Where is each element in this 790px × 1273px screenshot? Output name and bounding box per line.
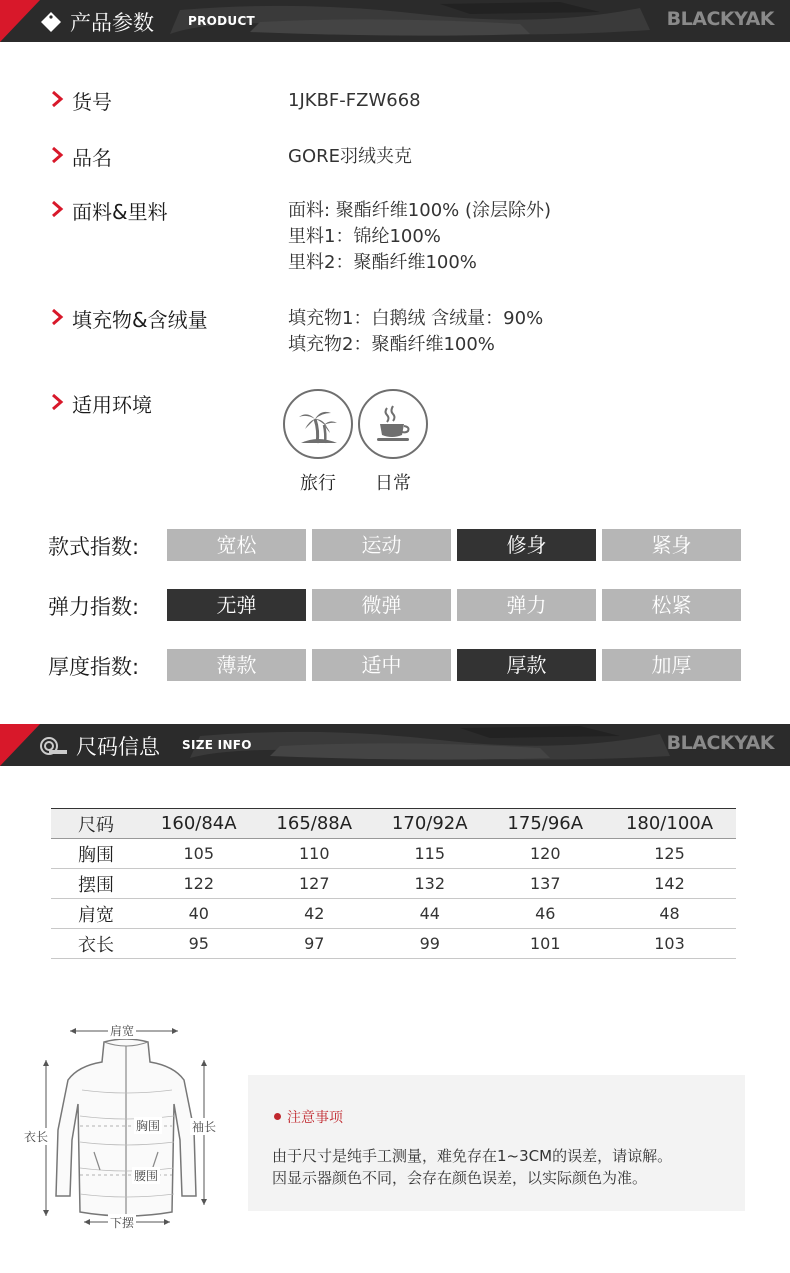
table-row bbox=[51, 899, 736, 929]
spec-label: 填充物&含绒量 bbox=[72, 308, 208, 332]
table-header-cell: 尺码 bbox=[51, 809, 141, 839]
index-option: 微弹 bbox=[312, 589, 451, 621]
spec-value: 1JKBF-FZW668 bbox=[288, 90, 421, 111]
table-cell: 99 bbox=[372, 929, 488, 959]
index-option: 适中 bbox=[312, 649, 451, 681]
table-row-header: 肩宽 bbox=[51, 899, 141, 929]
shoulder-width-label: 肩宽 bbox=[110, 1024, 135, 1038]
spec-label: 品名 bbox=[72, 146, 112, 170]
table-row bbox=[51, 839, 736, 869]
index-option: 弹力 bbox=[457, 589, 596, 621]
table-cell: 105 bbox=[141, 839, 257, 869]
red-corner bbox=[0, 0, 40, 42]
tag-icon bbox=[40, 11, 62, 33]
table-row-header: 胸围 bbox=[51, 839, 141, 869]
spec-value: GORE羽绒夹克 bbox=[288, 146, 412, 167]
size-table bbox=[51, 808, 736, 959]
notice-line: 因显示器颜色不同，会存在颜色误差，以实际颜色为准。 bbox=[272, 1169, 648, 1187]
table-cell: 122 bbox=[141, 869, 257, 899]
spec-label: 适用环境 bbox=[72, 393, 152, 417]
spec-label: 货号 bbox=[72, 90, 112, 114]
sleeve-length-label: 袖长 bbox=[192, 1120, 217, 1134]
index-option: 薄款 bbox=[167, 649, 306, 681]
notice-line: 由于尺寸是纯手工测量，难免存在1~3CM的误差，请谅解。 bbox=[272, 1147, 673, 1165]
table-row bbox=[51, 929, 736, 959]
table-cell: 42 bbox=[257, 899, 373, 929]
chest-label: 胸围 bbox=[136, 1119, 161, 1133]
table-cell: 103 bbox=[603, 929, 736, 959]
chevron-right-icon bbox=[50, 146, 64, 164]
table-header-cell: 175/96A bbox=[488, 809, 604, 839]
index-option-selected: 厚款 bbox=[457, 649, 596, 681]
environment-label: 日常 bbox=[375, 473, 411, 494]
waist-label: 腰围 bbox=[134, 1169, 159, 1183]
table-cell: 44 bbox=[372, 899, 488, 929]
spec-value: 面料: 聚酯纤维100% (涂层除外) 里料1：锦纶100% 里料2：聚酯纤维100% bbox=[288, 200, 552, 273]
size-banner-subtitle: SIZE INFO bbox=[182, 738, 252, 752]
hem-label: 下摆 bbox=[110, 1216, 135, 1230]
index-option-selected: 修身 bbox=[457, 529, 596, 561]
table-cell: 48 bbox=[603, 899, 736, 929]
product-banner-subtitle: PRODUCT bbox=[188, 14, 256, 28]
table-cell: 132 bbox=[372, 869, 488, 899]
chevron-right-icon bbox=[50, 393, 64, 411]
bullet-icon bbox=[274, 1113, 281, 1120]
spec-value: 填充物1：白鹅绒 含绒量：90% 填充物2：聚酯纤维100% bbox=[288, 308, 544, 355]
measuring-tape-icon bbox=[40, 736, 68, 756]
table-header-row bbox=[51, 809, 736, 839]
size-banner-title: 尺码信息 bbox=[76, 735, 160, 759]
table-header-cell: 160/84A bbox=[141, 809, 257, 839]
chevron-right-icon bbox=[50, 90, 64, 108]
table-row-header: 衣长 bbox=[51, 929, 141, 959]
table-row-header: 摆围 bbox=[51, 869, 141, 899]
size-banner bbox=[0, 724, 790, 766]
index-option: 运动 bbox=[312, 529, 451, 561]
index-label: 款式指数: bbox=[48, 535, 140, 559]
thickness-index-row bbox=[48, 649, 748, 681]
table-cell: 46 bbox=[488, 899, 604, 929]
index-option-selected: 无弹 bbox=[167, 589, 306, 621]
table-cell: 125 bbox=[603, 839, 736, 869]
table-cell: 97 bbox=[257, 929, 373, 959]
index-option: 紧身 bbox=[602, 529, 741, 561]
table-cell: 110 bbox=[257, 839, 373, 869]
chevron-right-icon bbox=[50, 200, 64, 218]
environment-daily bbox=[358, 389, 428, 495]
table-cell: 95 bbox=[141, 929, 257, 959]
red-corner bbox=[0, 724, 40, 766]
style-index-row bbox=[48, 529, 748, 561]
table-cell: 40 bbox=[141, 899, 257, 929]
elastic-index-row bbox=[48, 589, 748, 621]
length-label: 衣长 bbox=[24, 1130, 49, 1144]
index-option: 松紧 bbox=[602, 589, 741, 621]
table-cell: 127 bbox=[257, 869, 373, 899]
chevron-right-icon bbox=[50, 308, 64, 326]
table-cell: 120 bbox=[488, 839, 604, 869]
index-option: 加厚 bbox=[602, 649, 741, 681]
brand-logo: BLACKYAK bbox=[666, 732, 774, 754]
environment-travel bbox=[283, 389, 353, 495]
index-label: 厚度指数: bbox=[48, 655, 140, 679]
palm-tree-icon bbox=[283, 389, 353, 459]
table-cell: 142 bbox=[603, 869, 736, 899]
spec-label: 面料&里料 bbox=[72, 200, 168, 224]
coffee-cup-icon bbox=[358, 389, 428, 459]
table-cell: 115 bbox=[372, 839, 488, 869]
table-row bbox=[51, 869, 736, 899]
product-banner-title: 产品参数 bbox=[70, 11, 154, 35]
jacket-measurement-diagram bbox=[22, 1020, 232, 1235]
table-header-cell: 170/92A bbox=[372, 809, 488, 839]
product-banner bbox=[0, 0, 790, 42]
table-header-cell: 165/88A bbox=[257, 809, 373, 839]
notice-title: 注意事项 bbox=[274, 1107, 343, 1127]
environment-label: 旅行 bbox=[300, 473, 336, 494]
brand-logo: BLACKYAK bbox=[666, 8, 774, 30]
index-option: 宽松 bbox=[167, 529, 306, 561]
table-cell: 137 bbox=[488, 869, 604, 899]
index-label: 弹力指数: bbox=[48, 595, 140, 619]
table-cell: 101 bbox=[488, 929, 604, 959]
table-header-cell: 180/100A bbox=[603, 809, 736, 839]
notice-box bbox=[248, 1075, 745, 1211]
